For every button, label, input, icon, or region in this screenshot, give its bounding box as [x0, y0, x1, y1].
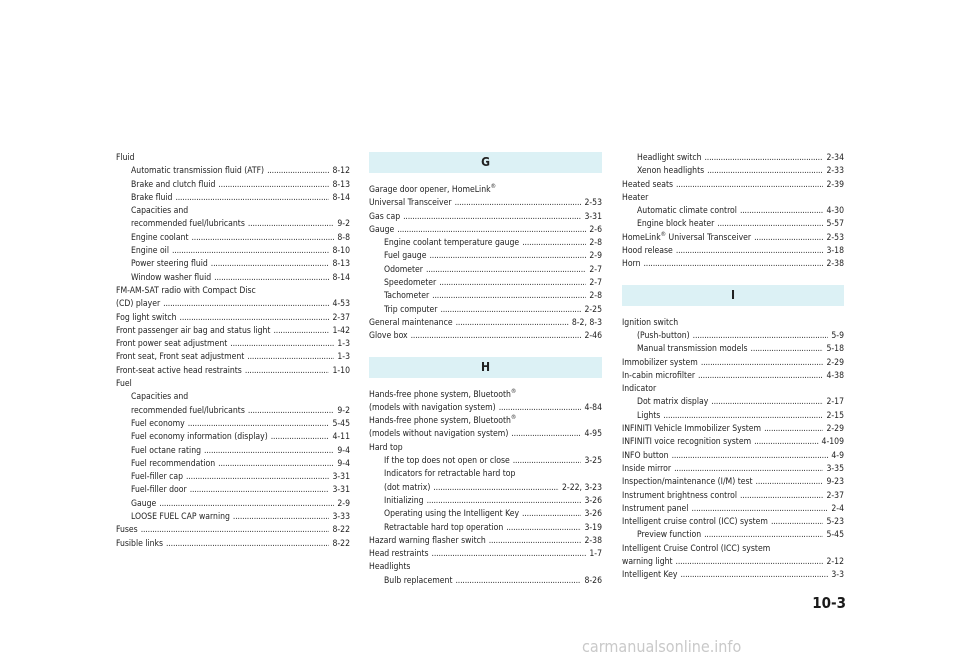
index-entry: Inspection/maintenance (I/M) test . . . 9-23 — [622, 476, 844, 489]
registered-mark: ® — [490, 183, 496, 190]
section-letter-i: I — [622, 285, 844, 306]
index-entry: Fuel economy . . . 5-45 — [116, 418, 350, 431]
index-entry: General maintenance . . . 8-2, 8-3 — [369, 317, 602, 330]
registered-mark: ® — [660, 230, 667, 238]
index-entry: (models without navigation system) . . . 4-95 — [369, 428, 602, 441]
index-entry: Engine coolant . . . 8-8 — [116, 232, 350, 245]
index-heading: Ignition switch — [622, 317, 679, 328]
index-column-2 — [369, 152, 602, 588]
index-entry: LOOSE FUEL CAP warning . . . 3-33 — [116, 511, 350, 524]
section-letter-h: H — [369, 357, 602, 378]
index-entry: If the top does not open or close . . . 3-25 — [369, 455, 602, 468]
watermark: carmanualsonline.info — [582, 637, 742, 656]
index-heading: Indicator — [622, 384, 657, 395]
index-entry: Lights . . . 2-15 — [622, 410, 844, 423]
index-entry: recommended fuel/lubricants . . . 9-2 — [116, 218, 350, 231]
index-entry: Bulb replacement . . . 8-26 — [369, 575, 602, 588]
index-entry: Intelligent Key . . . 3-3 — [622, 569, 844, 582]
index-entry: Front seat, Front seat adjustment . . . 1-3 — [116, 351, 350, 364]
index-entry: Initializing . . . 3-26 — [369, 495, 602, 508]
index-entry: Instrument brightness control . . . 2-37 — [622, 490, 844, 503]
index-entry: Tachometer . . . 2-8 — [369, 290, 602, 303]
index-entry: Fog light switch . . . 2-37 — [116, 312, 350, 325]
index-entry: Retractable hard top operation . . . 3-19 — [369, 522, 602, 535]
index-entry: Gauge . . . 2-6 — [369, 224, 602, 237]
index-entry: Engine oil . . . 8-10 — [116, 245, 350, 258]
index-heading: Heater — [622, 192, 649, 203]
index-entry: Speedometer . . . 2-7 — [369, 277, 602, 290]
index-entry: Heated seats . . . 2-39 — [622, 179, 844, 192]
index-entry: warning light . . . 2-12 — [622, 556, 844, 569]
index-entry: Odometer . . . 2-7 — [369, 264, 602, 277]
index-entry: Fuel-filler cap . . . 3-31 — [116, 471, 350, 484]
index-entry: Engine block heater . . . 5-57 — [622, 218, 844, 231]
index-entry: Head restraints . . . 1-7 — [369, 548, 602, 561]
page-number: 10-3 — [812, 594, 846, 612]
index-entry: Dot matrix display . . . 2-17 — [622, 396, 844, 409]
index-entry: INFO button . . . 4-9 — [622, 450, 844, 463]
index-entry: Window washer fluid . . . 8-14 — [116, 272, 350, 285]
index-entry: Fuses . . . 8-22 — [116, 524, 350, 537]
registered-mark: ® — [510, 387, 517, 395]
index-entry: Front power seat adjustment . . . 1-3 — [116, 338, 350, 351]
index-heading: Hard top — [369, 442, 403, 453]
index-entry: recommended fuel/lubricants . . . 9-2 — [116, 405, 350, 418]
index-entry: Front-seat active head restraints . . . 1-10 — [116, 365, 350, 378]
index-entry: Fuel gauge . . . 2-9 — [369, 250, 602, 263]
index-subheading: Indicators for retractable hard top — [384, 469, 516, 480]
index-entry: Brake and clutch fluid . . . 8-13 — [116, 179, 350, 192]
index-entry: Fuel economy information (display) . . . 4-11 — [116, 431, 350, 444]
index-entry: INFINITI Vehicle Immobilizer System . . . 2-29 — [622, 423, 844, 436]
index-entry: Gas cap . . . 3-31 — [369, 211, 602, 224]
index-entry: HomeLink® Universal Transceiver . . . 2-53 — [622, 232, 844, 245]
index-entry: Gauge . . . 2-9 — [116, 498, 350, 511]
index-entry: Automatic climate control . . . 4-30 — [622, 205, 844, 218]
index-entry: INFINITI voice recognition system . . . 4-109 — [622, 436, 844, 449]
index-entry: Hazard warning flasher switch . . . 2-38 — [369, 535, 602, 548]
index-heading: Garage door opener, HomeLink® — [369, 183, 496, 195]
index-column-1 — [116, 152, 350, 551]
registered-mark: ® — [510, 414, 517, 422]
index-heading: Hands-free phone system, Bluetooth® — [369, 387, 517, 400]
index-heading: Headlights — [369, 562, 411, 573]
index-entry: Glove box . . . 2-46 — [369, 330, 602, 343]
section-letter-g: G — [369, 152, 602, 173]
index-entry: Power steering fluid . . . 8-13 — [116, 258, 350, 271]
index-entry: Intelligent cruise control (ICC) system . . . 5-23 — [622, 516, 844, 529]
index-heading: FM-AM-SAT radio with Compact Disc — [116, 285, 256, 296]
index-entry: Engine coolant temperature gauge . . . 2-8 — [369, 237, 602, 250]
index-heading: Intelligent Cruise Control (ICC) system — [622, 543, 771, 554]
index-entry: Horn . . . 2-38 — [622, 258, 844, 271]
index-entry: Fusible links . . . 8-22 — [116, 538, 350, 551]
index-heading: Hands-free phone system, Bluetooth® — [369, 414, 517, 427]
index-entry: (models with navigation system) . . . 4-84 — [369, 402, 602, 415]
index-entry: Automatic transmission fluid (ATF) . . . 8-12 — [116, 165, 350, 178]
index-column-3 — [622, 152, 844, 583]
index-entry: Headlight switch . . . 2-34 — [622, 152, 844, 165]
index-entry: Brake fluid . . . 8-14 — [116, 192, 350, 205]
index-heading: Fluid — [116, 153, 135, 163]
index-entry: (Push-button) . . . 5-9 — [622, 330, 844, 343]
index-subheading: Capacities and — [131, 206, 189, 217]
index-entry: Universal Transceiver . . . 2-53 — [369, 197, 602, 210]
index-entry: Immobilizer system . . . 2-29 — [622, 357, 844, 370]
index-entry: Manual transmission models . . . 5-18 — [622, 343, 844, 356]
index-entry: Operating using the Intelligent Key . . . 3-26 — [369, 508, 602, 521]
index-entry: Preview function . . . 5-45 — [622, 529, 844, 542]
index-entry: Front passenger air bag and status light . . . 1-42 — [116, 325, 350, 338]
index-subheading: Capacities and — [131, 392, 189, 403]
index-entry: Hood release . . . 3-18 — [622, 245, 844, 258]
index-heading: Fuel — [116, 379, 132, 390]
index-entry: Fuel octane rating . . . 9-4 — [116, 445, 350, 458]
index-entry: Fuel-filler door . . . 3-31 — [116, 484, 350, 497]
index-entry: Inside mirror . . . 3-35 — [622, 463, 844, 476]
index-entry: Xenon headlights . . . 2-33 — [622, 165, 844, 178]
index-entry: (dot matrix) . . . 2-22, 3-23 — [369, 482, 602, 495]
index-entry: Instrument panel . . . 2-4 — [622, 503, 844, 516]
index-entry: Trip computer . . . 2-25 — [369, 304, 602, 317]
index-entry: (CD) player . . . 4-53 — [116, 298, 350, 311]
index-entry: Fuel recommendation . . . 9-4 — [116, 458, 350, 471]
index-entry: In-cabin microfilter . . . 4-38 — [622, 370, 844, 383]
